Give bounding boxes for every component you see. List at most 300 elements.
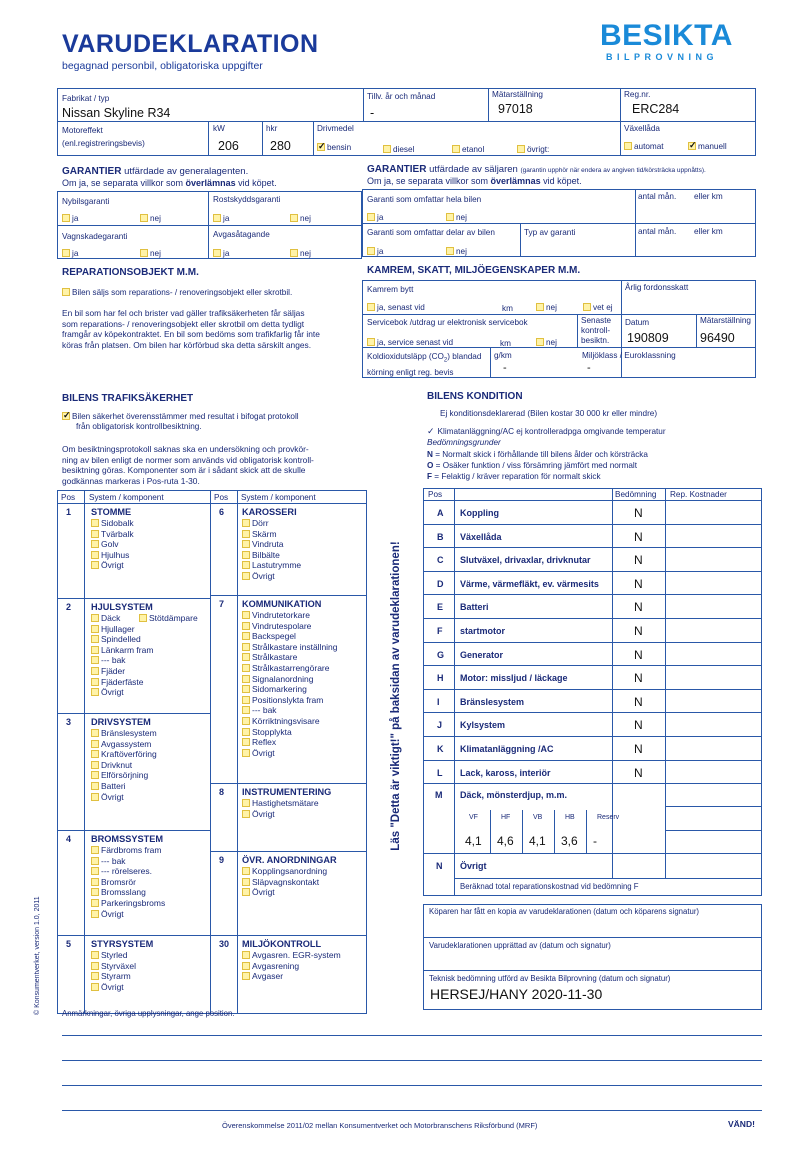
pos-number: 8 (219, 787, 225, 797)
vagn-nej[interactable]: nej (140, 249, 161, 258)
rating-value[interactable]: N (634, 600, 643, 615)
sig-tech-label: Teknisk bedömning utförd av Besikta Bilprovning (datum och signatur) (429, 974, 671, 983)
checkbox-icon[interactable] (383, 145, 391, 153)
checkbox-icon[interactable] (91, 678, 99, 686)
checkbox-icon[interactable] (91, 614, 99, 622)
rating-value[interactable]: N (634, 529, 643, 544)
row-m-text: Däck, mönsterdjup, m.m. (460, 790, 568, 800)
section-item[interactable] (139, 613, 198, 624)
section-title: STOMME (91, 507, 132, 517)
pos-number: 2 (66, 602, 72, 612)
section-item[interactable] (91, 866, 152, 877)
row-label: Lack, kaross, interiör (460, 767, 551, 778)
checkbox-icon[interactable] (91, 646, 99, 654)
section-item[interactable] (242, 684, 307, 695)
checkbox-icon[interactable] (242, 551, 250, 559)
kondition-line2[interactable]: ✓ Klimatanläggning/AC ej kontrolleradpga omgivande temperatur (427, 426, 666, 436)
nybil-ja[interactable]: ja (62, 214, 78, 223)
manuell-option[interactable]: ✓ manuell (688, 142, 727, 151)
section-item-label: Bromsslang (101, 887, 146, 898)
checkbox-icon[interactable] (624, 142, 632, 150)
checkbox-icon[interactable] (242, 685, 250, 693)
section-item[interactable] (242, 961, 299, 972)
grunder-n: N = Normalt skick i förhållande till bilens ålder och körsträcka (427, 450, 648, 459)
row-m-letter: M (435, 790, 443, 800)
row-letter: E (437, 602, 444, 613)
rost-ja[interactable]: ja (213, 214, 229, 223)
checkbox-icon[interactable] (517, 145, 525, 153)
section-item[interactable] (242, 727, 292, 738)
checkbox-icon[interactable] (91, 899, 99, 907)
automat-option[interactable]: automat (624, 142, 664, 151)
section-item[interactable] (242, 539, 284, 550)
row-label: Motor: missljud / läckage (460, 673, 568, 684)
section-item-label: --- bak (101, 655, 126, 666)
section-title: ÖVR. ANORDNINGAR (242, 855, 337, 865)
checkbox-icon[interactable] (91, 729, 99, 737)
checkbox-icon[interactable] (242, 519, 250, 527)
section-item-label: Hjullager (101, 623, 135, 634)
kamrem-nej[interactable]: nej (536, 303, 557, 312)
section-item-label: Strålkastare (252, 652, 298, 663)
row-label: Slutväxel, drivaxlar, drivknutar (460, 555, 591, 566)
checkbox-icon[interactable] (242, 799, 250, 807)
vaxel-label: Växellåda (624, 124, 660, 133)
checkbox-icon[interactable] (242, 878, 250, 886)
checkbox-icon[interactable] (91, 656, 99, 664)
sig-seller-label: Varudeklarationen upprättad av (datum och signatur) (429, 941, 611, 950)
section-item-label: Vindrutetorkare (252, 610, 310, 620)
section-item[interactable] (91, 909, 124, 920)
checkbox-icon[interactable] (91, 740, 99, 748)
section-item[interactable] (91, 845, 161, 856)
checkbox-icon[interactable] (242, 530, 250, 538)
rating-value[interactable]: N (634, 576, 643, 591)
section-item[interactable] (91, 645, 153, 656)
section-item[interactable] (242, 610, 310, 621)
rating-value[interactable]: N (634, 694, 643, 709)
tyre-label: HF (501, 814, 511, 821)
reparation-text: En bil som har fel och brister vad gäller trafiksäkerheten får säljas som reparations- / renoveringsobjekt eller skrotbil om detta tydligt framgår av köpekontraktet. En bil som bedöms som trafikfarlig får inte köras från platsen. Om bilen har körförbud ska detta särskilt anges. (62, 308, 320, 350)
checkbox-icon[interactable] (91, 519, 99, 527)
tyre-value[interactable]: 4,1 (529, 834, 546, 848)
pos-number: 3 (66, 717, 72, 727)
section-item[interactable] (242, 550, 280, 561)
section-item[interactable] (91, 728, 157, 739)
section-item-label: Strålkastare inställning (252, 641, 338, 652)
section-item-label: Färdbroms fram (101, 845, 162, 855)
checkbox-icon[interactable] (91, 540, 99, 548)
section-item-label: Reflex (252, 737, 277, 748)
section-item[interactable] (91, 677, 144, 688)
eller-label-1: eller km (694, 192, 723, 201)
section-item[interactable] (91, 760, 132, 771)
checkbox-icon[interactable] (242, 867, 250, 875)
tyre-label: Reserv (597, 814, 620, 821)
pos-number: 7 (219, 599, 225, 609)
section-item-label: Länkarm fram (101, 644, 154, 655)
skatt-label: Årlig fordonsskatt (625, 283, 689, 292)
kamrem-km: km (502, 304, 513, 313)
row-label: Klimatanläggning /AC (460, 744, 554, 754)
checkbox-icon[interactable] (242, 611, 250, 619)
garanti-gen-title: GARANTIER utfärdade av generalagenten. (62, 166, 249, 177)
checkbox-icon[interactable] (242, 738, 250, 746)
row-letter: F (437, 626, 443, 636)
checkbox-icon[interactable] (242, 749, 250, 757)
anmarkningar-label: Anmärkningar, övriga upplysningar, ange position. (62, 1009, 235, 1018)
section-item[interactable] (242, 529, 277, 540)
checkbox-icon[interactable] (91, 983, 99, 991)
section-item[interactable] (91, 887, 146, 898)
section-title: BROMSSYSTEM (91, 834, 163, 844)
tyre-value[interactable]: 4,6 (497, 834, 514, 848)
row-letter: B (437, 531, 444, 542)
tyre-label: VB (533, 814, 543, 821)
trafik-text: Om besiktningsprotokoll saknas ska en undersökning och provkör- ning av bilen enligt de normer som används vid obligatorisk kontroll- besiktning göras. Komponenter som är i sådant skick att de skulle godkännas markeras i Pos-ruta 1-30. (62, 444, 314, 486)
reparation-check[interactable]: Bilen säljs som reparations- / renoveringsobjekt eller skrotbil. (62, 288, 292, 297)
bensin-option[interactable]: ✓bensin (317, 143, 351, 152)
rating-value[interactable]: N (634, 506, 643, 520)
section-item-label: Fjäder (101, 666, 126, 676)
section-item[interactable] (91, 961, 136, 972)
rating-value[interactable]: N (634, 553, 643, 568)
section-item-label: Vindrutespolare (252, 620, 312, 631)
pos-number: 9 (219, 855, 225, 865)
section-item[interactable] (242, 642, 338, 653)
section-item[interactable] (91, 655, 126, 666)
section-item-label: Avgasrening (252, 960, 300, 971)
checkbox-icon[interactable] (317, 143, 325, 151)
checkbox-icon[interactable] (91, 782, 99, 790)
row-letter: J (437, 720, 443, 731)
avgas-label: Avgasåtagande (213, 230, 270, 239)
datum-label: Datum (625, 318, 650, 327)
rating-value[interactable]: N (634, 742, 643, 756)
section-item[interactable] (91, 687, 124, 698)
section-item[interactable] (242, 705, 277, 716)
rost-nej[interactable]: nej (290, 214, 311, 223)
checkbox-icon[interactable] (242, 540, 250, 548)
grunder-f: F = Felaktig / kräver reparation för normalt skick (427, 472, 601, 481)
checkbox-icon[interactable] (242, 696, 250, 704)
co2-value: - (503, 362, 507, 374)
checkbox-icon[interactable] (91, 688, 99, 696)
section-item[interactable] (242, 877, 319, 888)
rating-value[interactable]: N (634, 624, 643, 638)
row-label: startmotor (460, 626, 506, 636)
checkbox-icon[interactable] (242, 572, 250, 580)
hkr-value: 280 (270, 139, 291, 153)
row-n-letter: N (436, 861, 443, 871)
rating-value[interactable]: N (634, 718, 643, 733)
checkbox-icon[interactable] (91, 888, 99, 896)
section-item[interactable] (91, 624, 135, 635)
section-item-label: Lastutrymme (252, 560, 302, 571)
section-item[interactable] (242, 737, 276, 748)
section-item-label: Batteri (101, 781, 126, 791)
section-item-label: Signalanordning (252, 673, 314, 684)
section-item-label: --- bak (252, 705, 277, 716)
section-item[interactable] (242, 571, 275, 582)
rating-value[interactable]: N (634, 647, 643, 662)
nybil-nej[interactable]: nej (140, 214, 161, 223)
section-item[interactable] (91, 666, 125, 677)
section-item-label: Bränslesystem (101, 728, 157, 738)
fabrikat-label: Fabrikat / typ (62, 94, 110, 103)
checkbox-icon[interactable] (91, 857, 99, 865)
kondition-title: BILENS KONDITION (427, 391, 523, 402)
checkbox-icon[interactable] (91, 530, 99, 538)
section-item-label: Kraftöverföring (101, 749, 157, 760)
service-nej[interactable]: nej (536, 338, 557, 347)
section-item-label: Styrväxel (101, 960, 136, 971)
row-label: Koppling (460, 508, 499, 518)
section-item[interactable] (242, 674, 313, 685)
co2-label: Koldioxidutsläpp $(CO_2)$ blandad körning enligt reg. bevis (367, 352, 482, 377)
section-item[interactable] (242, 748, 275, 759)
logo-main: BESIKTA (600, 19, 733, 52)
checkbox-icon[interactable] (91, 771, 99, 779)
servicebok-label: Servicebok /utdrag ur elektronisk servicebok (367, 318, 528, 327)
diesel-option[interactable]: diesel (383, 145, 414, 154)
vertical-notice: Läs "Detta är viktigt!" på baksidan av varudeklarationen! (390, 541, 402, 851)
ovrigt-option[interactable]: övrigt: (517, 145, 549, 154)
checkbox-icon[interactable] (242, 888, 250, 896)
section-item-label: Parkeringsbroms (101, 898, 166, 908)
trafik-title: BILENS TRAFIKSÄKERHET (62, 393, 194, 404)
section-item[interactable] (242, 695, 323, 706)
section-item[interactable] (242, 663, 329, 674)
tyre-value[interactable]: 3,6 (561, 834, 578, 848)
checkbox-icon[interactable] (242, 561, 250, 569)
section-item-label: Körriktningsvisare (252, 716, 320, 726)
rep-header: Rep. Kostnader (670, 490, 727, 499)
checkbox-icon[interactable] (91, 951, 99, 959)
kamrem-ja[interactable]: ja, senast vid (367, 303, 425, 312)
section-item-label: Avgaser (252, 971, 284, 982)
pos-header-2: Pos (214, 493, 229, 502)
checkbox-icon[interactable] (242, 810, 250, 818)
section-item[interactable] (242, 652, 297, 663)
etanol-option[interactable]: etanol (452, 145, 484, 154)
section-item-label: Däck (101, 613, 121, 623)
section-item[interactable] (91, 739, 151, 750)
sig-buyer-label: Köparen har fått en kopia av varudeklarationen (datum och köparens signatur) (429, 907, 700, 916)
matar-label: Mätarställning (492, 90, 543, 99)
page-subtitle: begagnad personbil, obligatoriska uppgifter (62, 60, 263, 72)
vagn-ja[interactable]: ja (62, 249, 78, 258)
checkbox-icon[interactable] (242, 717, 250, 725)
checkbox-icon[interactable] (91, 625, 99, 633)
section-item[interactable] (91, 770, 148, 781)
row-label: Batteri (460, 602, 489, 613)
checkbox-icon[interactable] (242, 664, 250, 672)
section-item[interactable] (242, 560, 301, 571)
kond-pos-header: Pos (428, 490, 443, 499)
delar-nej[interactable]: nej (446, 247, 467, 256)
section-item[interactable] (91, 856, 126, 867)
pos-number: 4 (66, 834, 72, 844)
footer-text: Överenskommelse 2011/02 mellan Konsumentverket och Motorbranschens Riksförbund (MRF) (222, 1121, 538, 1130)
kw-label: kW (213, 124, 225, 133)
section-item[interactable] (91, 634, 141, 645)
section-item[interactable] (242, 866, 327, 877)
gkm-label: g/km (494, 351, 512, 360)
section-title: INSTRUMENTERING (242, 787, 332, 797)
matar-value: 97018 (498, 102, 533, 116)
section-item-label: Backspegel (252, 631, 296, 642)
section-item[interactable] (91, 550, 129, 561)
kamrem-title: KAMREM, SKATT, MILJÖEGENSKAPER M.M. (367, 265, 581, 276)
tyre-value[interactable]: - (593, 834, 597, 848)
tyre-value[interactable]: 4,1 (465, 834, 482, 848)
section-item[interactable] (242, 971, 283, 982)
checkbox-icon[interactable] (242, 622, 250, 630)
section-item[interactable] (91, 539, 118, 550)
section-item[interactable] (91, 971, 131, 982)
section-item[interactable] (242, 716, 320, 727)
section-item[interactable] (242, 809, 275, 820)
checkbox-icon[interactable] (91, 561, 99, 569)
system-header-2: System / komponent (241, 493, 316, 502)
row-letter: G (437, 649, 445, 660)
kw-value: 206 (218, 139, 239, 153)
section-item[interactable] (91, 613, 120, 624)
checkbox-icon[interactable] (242, 675, 250, 683)
section-item[interactable] (91, 781, 126, 792)
checkbox-icon[interactable] (452, 145, 460, 153)
row-letter: H (437, 673, 444, 684)
row-label: Värme, värmefläkt, ev. värmesits (460, 578, 599, 589)
row-label: Generator (460, 649, 504, 660)
checkbox-icon[interactable] (91, 910, 99, 918)
miljo-label: Miljöklass / Euroklassning (582, 351, 676, 360)
section-item[interactable] (91, 877, 136, 888)
rating-value[interactable]: N (634, 671, 643, 686)
section-item-label: Skärm (252, 528, 277, 539)
kamrem-vetej[interactable]: vet ej (583, 303, 613, 312)
regnr-value: ERC284 (632, 102, 680, 116)
checkbox-icon[interactable] (91, 667, 99, 675)
checkbox-icon[interactable] (242, 643, 250, 651)
section-title: STYRSYSTEM (91, 939, 154, 949)
row-letter: A (437, 508, 444, 518)
row-letter: D (437, 578, 444, 589)
trafik-check[interactable]: ✓Bilen säkerhet överensstämmer med resultat i bifogat protokoll (62, 412, 299, 421)
checkbox-icon[interactable] (242, 632, 250, 640)
avgas-ja[interactable]: ja (213, 249, 229, 258)
section-item-label: Stötdämpare (149, 613, 198, 623)
section-item[interactable] (91, 518, 134, 529)
section-item-label: Släpvagnskontakt (252, 876, 320, 887)
section-item-label: Golv (101, 539, 119, 550)
section-item[interactable] (91, 792, 124, 803)
section-item[interactable] (91, 560, 124, 571)
kamrem-matar-label: Mätarställning (700, 316, 751, 325)
checkbox-icon[interactable] (242, 728, 250, 736)
checkbox-icon[interactable] (91, 878, 99, 886)
section-item-label: Bromsrör (101, 876, 136, 887)
section-item[interactable] (91, 749, 157, 760)
section-item[interactable] (242, 950, 341, 961)
section-item[interactable] (242, 798, 319, 809)
hela-nej[interactable]: nej (446, 213, 467, 222)
section-item-label: Strålkastarrengörare (252, 663, 330, 673)
grunder-o: O = Osäker funktion / viss försämring jämfört med normalt (427, 461, 637, 470)
section-item[interactable] (242, 621, 311, 632)
delar-ja[interactable]: ja (367, 247, 383, 256)
section-item-label: Hastighetsmätare (252, 798, 319, 808)
checkbox-icon[interactable] (91, 962, 99, 970)
rating-value[interactable]: N (634, 765, 643, 780)
section-item-label: Styrarm (101, 971, 131, 982)
system-header-1: System / komponent (89, 493, 164, 502)
hkr-label: hkr (266, 124, 278, 133)
section-item-label: Övrigt (252, 808, 275, 819)
checkbox-icon[interactable] (242, 951, 250, 959)
checkbox-icon[interactable] (242, 706, 250, 714)
section-item[interactable] (91, 950, 127, 961)
section-item-label: Positionslykta fram (252, 694, 324, 705)
section-title: MILJÖKONTROLL (242, 939, 322, 949)
section-item-label: Styrled (101, 950, 128, 960)
checkbox-icon[interactable] (91, 867, 99, 875)
checkbox-icon[interactable] (91, 761, 99, 769)
checkbox-icon[interactable] (91, 635, 99, 643)
pos-number: 30 (219, 939, 230, 949)
section-item-label: Fjäderfäste (101, 676, 144, 687)
section-item-label: Övrigt (101, 687, 124, 698)
section-item[interactable] (242, 887, 275, 898)
checkbox-icon[interactable] (139, 614, 147, 622)
total-label: Beräknad total reparationskostnad vid bedömning F (460, 882, 639, 891)
section-item-label: --- rörelseres. (101, 866, 153, 877)
hela-ja[interactable]: ja (367, 213, 383, 222)
checkbox-icon[interactable] (91, 972, 99, 980)
section-item-label: --- bak (101, 855, 126, 866)
kamrem-matar-value: 96490 (700, 331, 735, 345)
checkbox-icon[interactable] (242, 653, 250, 661)
section-item-label: Övrigt (101, 981, 124, 992)
checkbox-icon[interactable] (91, 793, 99, 801)
checkbox-icon[interactable] (242, 972, 250, 980)
service-ja[interactable]: ja, service senast vid (367, 338, 453, 347)
checkbox-icon[interactable] (91, 846, 99, 854)
checkbox-icon[interactable] (242, 962, 250, 970)
section-title: HJULSYSTEM (91, 602, 153, 612)
checkbox-icon[interactable] (91, 750, 99, 758)
section-item[interactable] (242, 518, 269, 529)
row-label: Bränslesystem (460, 696, 525, 707)
typ-label: Typ av garanti (524, 228, 576, 237)
section-item-label: Avgasren. EGR-system (252, 950, 341, 960)
checkbox-icon[interactable] (688, 142, 696, 150)
section-item[interactable] (91, 898, 165, 909)
section-item-label: Bilbälte (252, 549, 280, 560)
regnr-label: Reg.nr. (624, 90, 651, 99)
section-item[interactable] (91, 529, 134, 540)
section-item[interactable] (91, 982, 124, 993)
reparation-title: REPARATIONSOBJEKT M.M. (62, 267, 199, 278)
section-item-label: Kopplingsanordning (252, 866, 328, 876)
section-item[interactable] (242, 631, 296, 642)
avgas-nej[interactable]: nej (290, 249, 311, 258)
vand-label: VÄND! (728, 1119, 755, 1129)
checkbox-icon[interactable] (91, 551, 99, 559)
sig-tech-value[interactable]: HERSEJ/HANY 2020-11-30 (430, 986, 603, 1002)
section-item-label: Övrigt (101, 560, 124, 571)
